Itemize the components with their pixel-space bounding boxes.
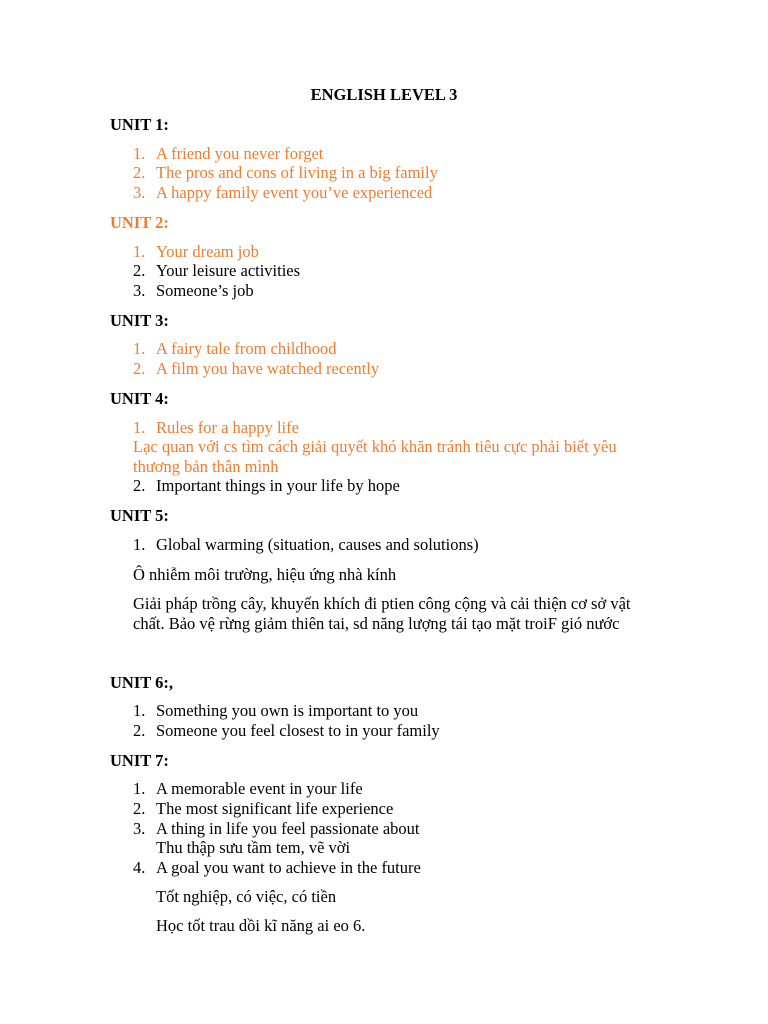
list-number: 3. <box>133 281 146 300</box>
list-text: Someone you feel closest to in your family <box>156 721 440 740</box>
document-title: ENGLISH LEVEL 3 <box>310 85 458 104</box>
list-number: 4. <box>133 858 146 877</box>
list-number: 1. <box>133 242 146 261</box>
list-number: 2. <box>133 799 146 818</box>
list-text: The pros and cons of living in a big family <box>156 163 438 182</box>
note-text: Ô nhiễm môi trường, hiệu ứng nhà kính <box>133 565 397 584</box>
list-text: Something you own is important to you <box>156 701 419 720</box>
list-text: Global warming (situation, causes and solutions) <box>156 535 479 554</box>
list-text: A memorable event in your life <box>156 779 363 798</box>
list-text: The most significant life experience <box>156 799 394 818</box>
unit-1-heading: UNIT 1: <box>110 115 169 134</box>
note-text: Học tốt trau dồi kĩ năng ai eo 6. <box>156 916 366 935</box>
unit-2-heading: UNIT 2: <box>110 213 169 232</box>
unit-6-heading: UNIT 6:, <box>110 673 173 692</box>
list-text: A fairy tale from childhood <box>156 339 337 358</box>
list-text: A goal you want to achieve in the future <box>156 858 421 877</box>
list-text: A happy family event you’ve experienced <box>156 183 433 202</box>
note-text: chất. Bảo vệ rừng giảm thiên tai, sd năng lượng tái tạo mặt troiF gió nước <box>133 614 620 633</box>
list-text: A thing in life you feel passionate about <box>156 819 420 838</box>
note-text: Giải pháp trồng cây, khuyến khích đi ptien công cộng và cải thiện cơ sở vật <box>133 594 631 613</box>
list-text: Someone’s job <box>156 281 254 300</box>
list-text: Your leisure activities <box>156 261 301 280</box>
list-text: Rules for a happy life <box>156 418 299 437</box>
list-number: 2. <box>133 163 146 182</box>
list-text: A friend you never forget <box>156 144 324 163</box>
list-number: 2. <box>133 721 146 740</box>
note-text: Thu thập sưu tầm tem, vẽ vời <box>156 838 351 857</box>
list-text: Your dream job <box>156 242 259 261</box>
list-text: Important things in your life by hope <box>156 476 400 495</box>
list-number: 2. <box>133 359 146 378</box>
list-text: A film you have watched recently <box>156 359 380 378</box>
note-text: Lạc quan với cs tìm cách giải quyết khó khăn tránh tiêu cực phải biết yêu <box>133 437 617 456</box>
list-number: 3. <box>133 819 146 838</box>
list-number: 1. <box>133 418 146 437</box>
list-number: 2. <box>133 261 146 280</box>
list-number: 2. <box>133 476 146 495</box>
unit-5-heading: UNIT 5: <box>110 506 169 525</box>
list-number: 1. <box>133 701 146 720</box>
unit-7-heading: UNIT 7: <box>110 751 169 770</box>
list-number: 1. <box>133 779 146 798</box>
note-text: thương bản thân mình <box>133 457 279 476</box>
list-number: 3. <box>133 183 146 202</box>
unit-3-heading: UNIT 3: <box>110 311 169 330</box>
unit-4-heading: UNIT 4: <box>110 389 169 408</box>
list-number: 1. <box>133 535 146 554</box>
list-number: 1. <box>133 339 146 358</box>
list-number: 1. <box>133 144 146 163</box>
note-text: Tốt nghiệp, có việc, có tiền <box>156 887 337 906</box>
